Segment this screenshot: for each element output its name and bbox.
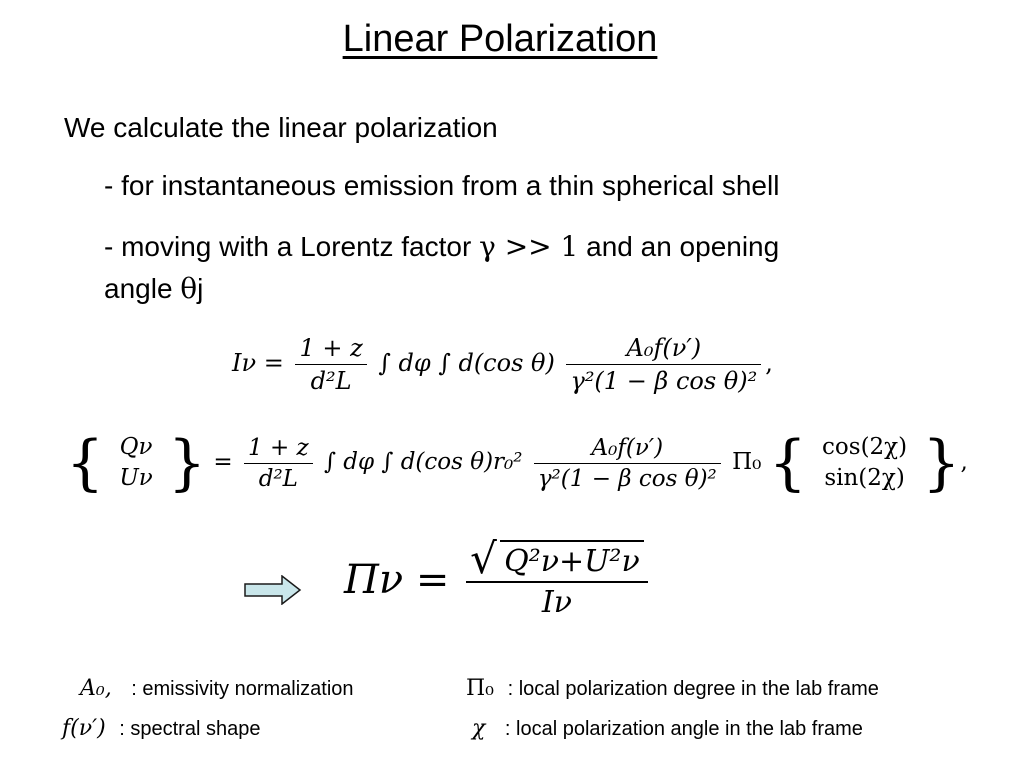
eq1-prefactor [295,334,366,395]
legend-symbol: Π₀ [466,676,495,701]
bullet-thin-shell: - for instantaneous emission from a thin spherical shell [104,170,780,201]
eq3-denominator: Iν [541,585,572,620]
legend-item-pi0 [466,676,879,701]
legend-text: : local polarization angle in the lab frame [504,718,863,740]
eq2-den2: γ²(1 − β cos θ)² [537,465,717,492]
legend-item-spectral [62,716,260,741]
intro-text: We calculate the linear polarization [64,112,498,143]
gamma-condition: γ >> 1 [479,230,579,263]
eq2-lhs-bottom: Uν [119,465,153,491]
sqrt-sign-icon: √ Q²ν+U²ν [470,540,644,579]
legend-symbol: χ [472,716,486,741]
eq2-trail: , [960,449,968,475]
legend-item-a0 [80,676,354,701]
bullet-lorentz-pre: - moving with a Lorentz factor [104,231,472,262]
theta-symbol: θ [180,272,198,305]
eq3-lhs: Πν = [344,557,450,603]
bullet-lorentz-post: and an opening [586,231,780,262]
bullet-lorentz-factor [104,230,779,263]
right-arrow-icon [244,575,302,605]
bullet-opening-angle [104,272,203,305]
eq1-integrals: ∫ dφ ∫ d(cos θ) [378,349,555,377]
eq1-lhs: Iν [232,349,257,377]
eq3-sqrt-content: Q²ν+U²ν [500,540,644,579]
eq2-emissivity-fraction [534,435,721,492]
eq1-num2: A₀f(ν′) [566,334,761,365]
legend-text: : spectral shape [119,718,261,740]
legend-item-chi [472,716,863,741]
eq2-num2: A₀f(ν′) [534,435,721,464]
legend-symbol: f(ν′) [62,716,106,741]
eq1-num1: 1 + z [295,334,366,365]
eq2-rhs-top: cos(2χ) [822,433,908,460]
legend-text: : local polarization degree in the lab frame [507,678,879,700]
eq2-num1: 1 + z [244,435,313,464]
legend-text: : emissivity normalization [131,678,354,700]
eq2-den1: d²L [258,465,298,492]
angle-word: angle [104,273,173,304]
legend-symbol: A₀, [80,676,112,701]
theta-subscript: j [197,273,204,304]
equation-polarization-degree [344,534,652,620]
eq2-lhs-vector [119,432,152,494]
eq1-den1: d²L [310,367,352,395]
eq2-factor: Π₀ [732,449,762,475]
slide-title: Linear Polarization [342,18,658,60]
eq1-emissivity-fraction [566,334,761,395]
eq2-integrals: ∫ dφ ∫ d(cos θ)r₀² [323,449,523,475]
eq2-lhs-top: Qν [119,433,153,460]
eq3-fraction [466,534,648,620]
eq1-trail: , [765,349,773,377]
eq3-numerator [466,534,648,583]
equation-stokes: { Qν Uν } = $\frac{1 + z}{\text{d²L}}$ ∫ dφ ∫ d(cos θ)r₀² $\frac{\text{A₀f(ν′)}}{\text{γ²(1 − β cos θ)²}}$ Π₀ { cos(2χ) sin(2χ) }, [66,428,968,498]
eq2-rhs-bottom: sin(2χ) [824,465,905,491]
eq2-prefactor [244,435,313,492]
eq2-rhs-vector [822,432,907,494]
equation-intensity: Iν = $\frac{1 + z}{\text{d²L}}$ ∫ dφ ∫ d(cos θ) $\frac{\text{A₀f(ν′)}}{\text{γ²(1 − β cos θ)²}}$ , [232,334,773,395]
eq1-den2: γ²(1 − β cos θ)² [570,367,758,395]
